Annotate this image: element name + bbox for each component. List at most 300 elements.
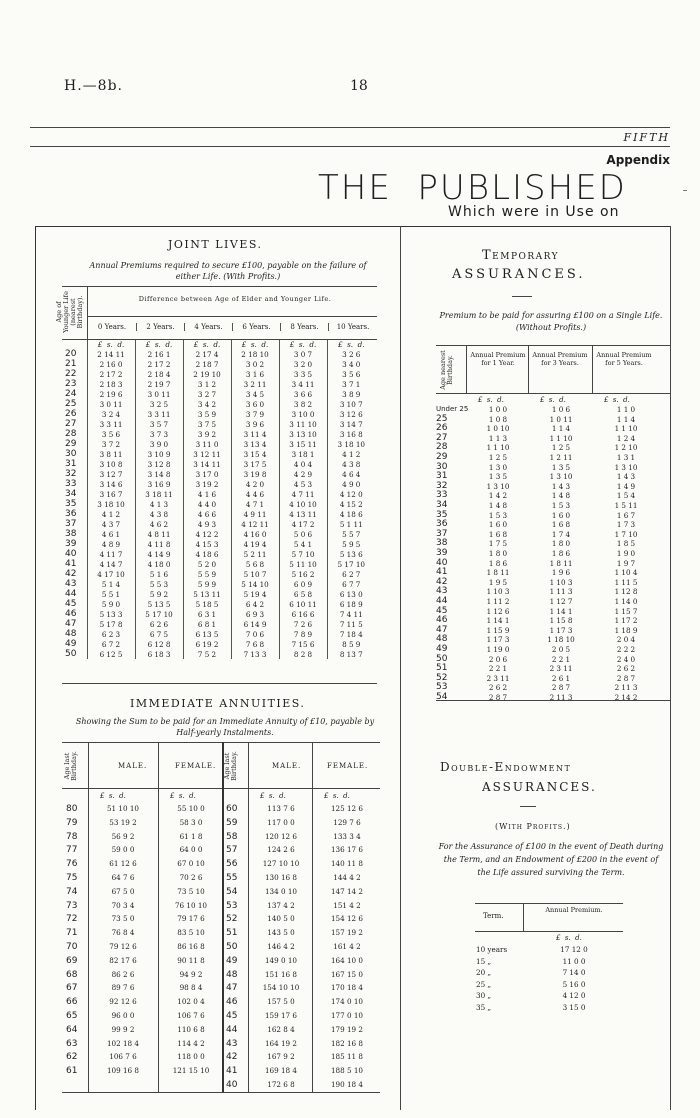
table-cell: 6 2 3 [87,629,135,639]
table-cell: 64 7 6 [111,873,135,882]
row-age: 77 [66,845,78,856]
row-age: 44 [65,589,77,600]
table-cell: 6 12 8 [135,639,183,649]
table-cell: 134 0 10 [264,886,297,896]
table-cell: 1 17 2 [614,616,638,626]
table-cell: 89 7 6 [111,983,135,993]
table-cell: 3 7 9 [231,409,279,419]
table-cell: 5 13 3 [87,609,135,619]
table-cell: 1 7 10 [614,529,638,539]
table-cell: 1 9 5 [488,577,508,587]
double-title-1: Double-Endowment [440,760,572,774]
row-age: 28 [65,429,77,440]
table-cell: 159 17 6 [264,1011,297,1020]
table-cell: 51 10 10 [106,804,139,813]
table-cell: 4 18 6 [183,549,231,559]
table-cell: 1 18 10 [547,635,575,645]
row-age: 48 [226,969,238,980]
row-age: 72 [66,914,78,925]
joint-title: JOINT LIVES. [168,238,263,251]
table-cell: 3 11 4 [231,429,279,439]
table-cell: 2 2 2 [616,645,636,654]
row-age: 74 [66,886,78,897]
table-row [0,804,700,816]
table-cell: 2 0 5 [551,645,571,654]
table-cell: 53 19 2 [109,817,137,827]
temp-col-1: Annual Premium for 1 Year. [470,351,526,367]
table-cell: 90 11 8 [177,955,205,965]
table-cell: 86 2 6 [111,969,135,979]
table-cell: 3 2 6 [327,349,375,359]
table-cell: 5 1 4 [87,579,135,589]
table-cell: 5 17 10 [327,559,375,569]
joint-units: £ s. d. [231,340,279,349]
frame-top [35,226,670,227]
row-age: 20 [65,349,77,360]
table-cell: 1 1 10 [486,443,510,453]
table-cell: 3 2 11 [231,379,279,389]
row-term: 25 „ [476,979,492,989]
table-cell: 3 10 0 [279,409,327,419]
table-cell: 177 0 10 [330,1011,363,1020]
table-row [0,616,700,625]
row-age: Under 25 [436,405,469,413]
table-row [0,1066,700,1078]
table-cell: 3 19 8 [231,469,279,479]
table-cell: 3 10 9 [135,449,183,459]
table-cell: 121 15 10 [172,1066,210,1076]
table-cell: 7 15 6 [279,639,327,649]
temp-div-3 [592,345,593,393]
row-age: 63 [66,1038,78,1049]
table-cell: 6 7 7 [327,579,375,589]
double-profits: (With Profits.) [495,822,571,831]
table-cell: 3 14 8 [135,469,183,479]
table-cell: 1 9 0 [616,549,636,558]
table-cell: 3 0 2 [231,359,279,369]
table-row [0,626,700,635]
table-row [0,443,700,452]
table-row [0,434,700,443]
table-cell: 83 5 10 [177,928,205,938]
table-row [0,818,700,830]
table-cell: 3 16 7 [87,489,135,499]
table-cell: 98 8 4 [179,983,203,993]
table-cell: 1 1 10 [549,433,573,443]
table-cell: 6 19 2 [183,639,231,649]
table-row [0,683,700,692]
table-cell: 4 6 2 [135,519,183,529]
row-term: 15 „ [476,956,492,966]
row-age: 54 [226,886,238,897]
table-cell: 76 10 10 [174,900,207,910]
table-cell: 1 19 0 [486,645,510,654]
row-age: 38 [436,538,448,549]
table-cell: 1 4 3 [616,472,636,482]
table-cell: 5 6 8 [231,559,279,569]
table-cell: 1 8 6 [551,549,571,558]
row-age: 24 [65,389,77,400]
table-cell: 4 13 11 [279,509,327,519]
table-cell: 5 2 0 [183,559,231,569]
table-cell: 1 7 5 [488,539,508,549]
joint-head-top [62,286,377,287]
table-cell: 130 16 8 [264,873,297,882]
temp-units-2: £ s. d. [540,396,566,404]
table-cell: 6 12 5 [87,649,135,659]
table-cell: 1 11 3 [549,587,573,597]
table-cell: 1 3 10 [549,472,573,482]
table-cell: 5 13 5 [135,599,183,609]
double-head-top [475,903,623,904]
table-row [0,491,700,500]
ann-head-bottom [62,788,380,789]
joint-col-3: 6 Years. [232,323,280,331]
table-cell: 59 0 0 [111,845,135,855]
table-row [0,424,700,433]
table-cell: 1 6 0 [488,520,508,530]
table-cell: 1 0 8 [488,414,508,424]
row-age: 42 [436,576,448,587]
table-cell: 4 8 9 [87,539,135,549]
table-row [0,979,700,993]
table-cell: 3 12 11 [183,449,231,459]
row-age: 51 [436,663,448,674]
double-title-2: ASSURANCES. [482,780,597,794]
table-cell: 7 4 11 [327,609,375,619]
joint-diff-rule [87,316,377,317]
table-cell: 8 13 7 [327,649,375,659]
temp-col-2: Annual Premium for 3 Years. [532,351,588,367]
table-cell: 7 18 4 [327,629,375,639]
table-cell: 3 7 1 [327,379,375,389]
joint-colheads [88,323,377,331]
double-dash [520,806,536,807]
table-cell: 2 16 0 [87,359,135,369]
table-cell: 1 8 11 [549,558,573,568]
row-age: 36 [65,509,77,520]
row-age: 47 [65,619,77,630]
joint-side-label: Age of Younger Life (nearest Birthday). [55,291,84,333]
joint-units-blank [65,340,87,349]
ann-age-label-2: Age last Birthday. [223,751,238,781]
row-age: 71 [66,928,78,939]
row-age: 46 [226,997,238,1008]
row-age: 45 [436,605,448,616]
table-cell: 4 12 0 [327,489,375,499]
double-term-label: Term. [483,912,504,920]
table-cell: 1 4 3 [551,481,571,491]
table-cell: 3 8 2 [279,399,327,409]
table-cell: 3 18 10 [87,499,135,509]
table-cell: 2 0 6 [488,654,508,664]
table-cell: 2 6 1 [551,673,571,683]
table-cell: 5 13 11 [183,589,231,599]
double-head-bottom [475,931,623,932]
table-cell: 6 18 3 [135,649,183,659]
row-age: 23 [65,379,77,390]
table-cell: 4 4 6 [231,489,279,499]
table-cell: 172 6 8 [267,1080,295,1089]
table-cell: 3 14 6 [87,479,135,489]
row-term: 20 „ [476,968,492,977]
table-cell: 3 7 2 [87,439,135,449]
table-cell: 2 16 1 [135,349,183,359]
row-age: 48 [65,629,77,640]
table-cell: 1 4 2 [488,491,508,501]
table-row [0,914,700,926]
joint-units-row [65,340,375,349]
table-cell: 1 9 7 [616,558,636,568]
table-cell: 1 6 8 [488,529,508,539]
table-cell: 164 19 2 [264,1038,297,1048]
table-cell: 4 11 7 [87,549,135,559]
table-cell: 151 4 2 [333,900,361,910]
table-cell: 76 8 4 [111,928,135,938]
row-term: 30 „ [476,991,492,1000]
table-cell: 6 5 8 [279,589,327,599]
table-cell: 2 11 3 [549,693,573,702]
row-age: 52 [436,672,448,683]
table-cell: 185 11 8 [330,1052,363,1062]
row-age: 41 [65,559,77,570]
table-cell: 73 5 10 [177,886,205,896]
row-age: 33 [65,479,77,490]
table-row [0,549,700,558]
table-cell: 1 11 2 [486,597,510,606]
table-cell: 2 18 10 [231,349,279,359]
row-age: 44 [226,1024,238,1035]
table-cell: 2 3 11 [486,673,510,683]
table-cell: 3 18 1 [279,449,327,459]
table-cell: 4 1 6 [183,489,231,499]
table-cell: 2 11 3 [614,683,638,693]
table-row [0,991,700,1001]
table-cell: 92 12 6 [109,997,137,1007]
table-cell: 102 18 4 [106,1038,139,1048]
row-term: 10 years [476,945,508,954]
joint-units: £ s. d. [87,340,135,349]
row-age: 41 [226,1066,238,1077]
table-cell: 7 13 3 [231,649,279,659]
row-age: 29 [436,452,448,462]
table-row [0,957,700,967]
table-cell: 6 4 2 [231,599,279,609]
table-cell: 1 3 10 [486,481,510,491]
temp-units-3: £ s. d. [604,396,630,404]
table-cell: 120 12 6 [264,831,297,841]
table-cell: 1 3 5 [551,462,571,472]
table-row [0,635,700,644]
table-cell: 3 12 6 [327,409,375,419]
table-cell: 4 15 3 [183,539,231,549]
table-row [0,655,700,664]
table-cell: 1 12 8 [614,587,638,597]
table-cell: 1 8 6 [488,558,508,568]
ann-head-top [62,742,380,743]
row-age: 68 [66,969,78,980]
row-age: 69 [66,955,78,966]
table-cell: 1 4 8 [551,491,571,501]
table-cell: 4 1 3 [135,499,183,509]
row-age: 44 [436,596,448,606]
table-cell: 3 12 8 [135,459,183,469]
table-cell: 4 10 10 [279,499,327,509]
table-cell: 4 2 0 [231,479,279,489]
table-cell: 5 19 4 [231,589,279,599]
table-cell: 55 10 0 [177,804,205,813]
table-cell: 6 7 5 [135,629,183,639]
row-age: 22 [65,369,77,380]
page-title: THE PUBLISHED [318,168,627,208]
table-cell: 6 0 9 [279,579,327,589]
table-cell: 82 17 6 [109,955,137,965]
row-age: 26 [65,409,77,420]
row-age: 80 [66,804,78,814]
table-cell: 3 19 2 [183,479,231,489]
table-cell: 3 16 9 [135,479,183,489]
table-row [0,597,700,606]
ann-units-1: £ s. d. [100,792,126,800]
table-cell: 4 8 11 [135,529,183,539]
table-cell: 3 16 8 [327,429,375,439]
table-row [0,501,700,510]
row-age: 39 [436,548,448,558]
table-cell: 5 18 5 [183,599,231,609]
table-row [0,405,700,414]
row-age: 49 [226,955,238,966]
row-age: 55 [226,873,238,883]
row-age: 48 [436,634,448,645]
table-cell: 133 3 4 [333,831,361,841]
table-cell: 3 11 10 [279,419,327,429]
table-cell: 3 5 6 [327,369,375,379]
row-age: 61 [66,1066,78,1077]
row-age: 30 [65,449,77,460]
table-cell: 1 4 9 [616,481,636,491]
table-cell: 5 4 1 [279,539,327,549]
table-cell: 4 6 4 [327,469,375,479]
table-cell: 2 4 0 [616,654,636,664]
table-row [0,472,700,481]
table-cell: 1 7 4 [551,529,571,539]
table-cell: 7 5 2 [183,649,231,659]
row-age: 37 [436,528,448,539]
table-cell: 6 13 0 [327,589,375,599]
table-cell: 3 10 7 [327,399,375,409]
table-cell: 1 6 0 [551,510,571,520]
table-cell: 4 1 2 [327,449,375,459]
table-cell: 146 4 2 [267,942,295,951]
table-cell: 56 9 2 [111,831,135,841]
table-cell: 7 0 6 [231,629,279,639]
table-cell: 5 5 7 [327,529,375,539]
table-cell: 1 5 4 [616,491,636,501]
table-cell: 129 7 6 [333,817,361,827]
table-row [0,928,700,940]
table-row [0,1039,700,1051]
table-cell: 1 4 8 [488,501,508,510]
table-cell: 151 16 8 [264,969,297,979]
ann-male-1: MALE. [118,762,148,770]
table-cell: 3 3 11 [87,419,135,429]
table-row [65,359,375,369]
table-cell: 1 10 4 [614,568,638,578]
ann-units-2: £ s. d. [170,792,196,800]
row-age: 35 [436,509,448,520]
row-age: 54 [436,692,448,702]
table-cell: 1 1 4 [551,424,571,434]
row-age: 47 [436,624,448,635]
joint-col-1: 2 Years. [136,323,184,331]
page-subtitle: Which were in Use on [448,204,620,220]
table-cell: 8 5 9 [327,639,375,649]
table-cell: 1 14 1 [549,606,573,616]
ann-bottom-rule [62,1092,380,1093]
table-cell: 2 6 2 [616,664,636,674]
table-cell: 3 5 7 [135,419,183,429]
ann-age-label-1: Age last Birthday. [63,751,78,781]
row-age: 70 [66,942,78,952]
row-age: 42 [226,1052,238,1063]
table-cell: 5 1 11 [327,519,375,529]
table-cell: 3 17 0 [183,469,231,479]
table-cell: 79 12 6 [109,942,137,951]
table-cell: 5 14 10 [231,579,279,589]
table-cell: 4 6 6 [183,509,231,519]
temp-col-3: Annual Premium for 5 Years. [596,351,652,367]
table-cell: 137 4 2 [267,900,295,910]
row-age: 58 [226,831,238,842]
table-cell: 5 16 2 [279,569,327,579]
double-div [523,903,524,931]
ann-units-3: £ s. d. [260,792,286,800]
table-cell: 2 8 7 [616,673,636,683]
table-cell: 6 9 3 [231,609,279,619]
table-cell: 3 14 11 [183,459,231,469]
table-row [0,559,700,568]
table-cell: 3 2 7 [183,389,231,399]
row-age: 28 [436,442,448,453]
table-cell: 106 7 6 [177,1011,205,1020]
table-cell: 5 0 6 [279,529,327,539]
table-cell: 4 18 6 [327,509,375,519]
table-row [0,511,700,520]
table-cell: 4 14 7 [87,559,135,569]
row-age: 21 [65,359,77,370]
joint-col-0: 0 Years. [97,323,127,331]
table-cell: 99 9 2 [111,1024,135,1034]
table-cell: 4 11 8 [135,539,183,549]
table-cell: 7 6 8 [231,639,279,649]
top-rule [30,127,670,128]
table-cell: 2 8 7 [488,693,508,702]
table-cell: 190 18 4 [330,1080,363,1089]
row-age: 46 [436,615,448,626]
row-age: 30 [436,461,448,472]
table-row [0,415,700,424]
table-cell: 4 9 0 [327,479,375,489]
row-term: 35 „ [476,1002,492,1012]
row-age: 27 [65,419,77,430]
row-age: 42 [65,569,77,580]
table-cell: 124 2 6 [267,845,295,855]
table-cell: 4 12 0 [562,991,586,1000]
row-age: 47 [226,983,238,994]
table-cell: 162 8 4 [267,1024,295,1034]
table-row [0,587,700,596]
table-cell: 1 3 0 [488,462,508,472]
